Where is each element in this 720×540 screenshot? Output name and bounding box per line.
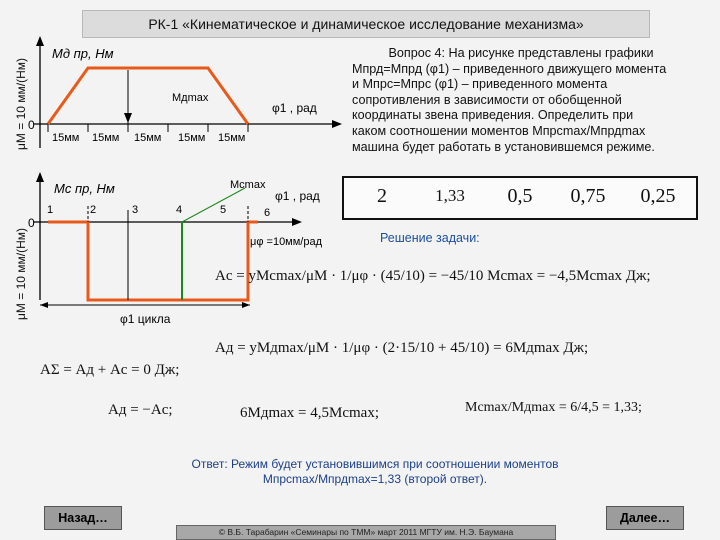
next-button[interactable]: Далее…	[606, 506, 684, 530]
question-line-1: Вопрос 4: На рисунке представлены графики	[388, 46, 654, 60]
top-y-label: Mд пр, Нм	[52, 46, 114, 61]
formula-sum: AΣ = Aд + Aс = 0 Дж;	[40, 362, 180, 378]
page-title: РК-1 «Кинематическое и динамическое исследование механизма»	[82, 10, 650, 38]
question-text	[352, 46, 690, 155]
bottom-x-label: φ1 , рад	[275, 189, 320, 203]
bottom-origin: 0	[28, 216, 35, 230]
seg-label-2: 15мм	[92, 132, 120, 144]
formula-ratio: Mсmax/Mдmax = 6/4,5 = 1,33;	[465, 400, 642, 415]
top-y-arrow	[36, 36, 44, 46]
point-4: 4	[176, 204, 183, 216]
question-line-5: координаты звена приведения. Определить при	[352, 108, 634, 123]
top-dimension-ticks	[48, 124, 248, 132]
bottom-y-label: Mс пр, Нм	[54, 181, 115, 196]
seg-label-1: 15мм	[52, 132, 80, 144]
top-origin: 0	[28, 118, 35, 132]
bottom-leader-line	[182, 188, 245, 222]
scale-label-top: μM = 10 мм/(Нм)	[14, 57, 28, 150]
bottom-curve-label: Mсmax	[230, 179, 266, 191]
top-curve-label: Mдmax	[172, 92, 209, 104]
point-1: 1	[47, 204, 54, 216]
top-curve	[48, 68, 248, 124]
formula-ad: Aд = yMдmax/μM · 1/μφ · (2·15/10 + 45/10) = 6Mдmax Дж;	[215, 340, 589, 356]
formula-eq: Aд = −Aс;	[108, 402, 173, 418]
option-3[interactable]: 0,5	[507, 185, 533, 207]
point-6: 6	[264, 207, 271, 219]
seg-label-4: 15мм	[178, 132, 206, 144]
point-2: 2	[90, 204, 97, 216]
point-3: 3	[132, 204, 139, 216]
solution-title: Решение задачи:	[380, 231, 480, 245]
answer-text	[130, 457, 620, 487]
formula-ac: Aс = yMсmax/μM · 1/μφ · (45/10) = −45/10 Mсmax = −4,5Mсmax Дж;	[215, 268, 651, 284]
question-line-2: Mпрд=Mпрд (φ1) – приведенного движущего момента	[352, 61, 667, 76]
scale-label-bottom: μM = 10 мм/(Нм)	[14, 227, 28, 320]
question-line-3: и Mпрс=Mпрс (φ1) – приведенного момента	[352, 77, 608, 92]
question-line-7: машина будет работать в установившемся режиме.	[352, 139, 655, 154]
option-1[interactable]: 2	[377, 185, 387, 207]
seg-label-3: 15мм	[134, 132, 162, 144]
cycle-label: φ1 цикла	[120, 312, 171, 326]
top-x-label: φ1 , рад	[272, 101, 317, 115]
answer-line-2: Mпрсmax/Mпрдmax=1,33 (второй ответ).	[262, 472, 488, 486]
phi-scale-label: μφ =10мм/рад	[250, 236, 323, 248]
footer-credit: © В.Б. Тарабарин «Семинары по ТММ» март 2011 МГТУ им. Н.Э. Баумана	[176, 525, 556, 540]
option-2[interactable]: 1,33	[435, 186, 465, 205]
answer-line-1: Ответ: Режим будет установившимся при соотношении моментов	[191, 457, 559, 471]
option-5[interactable]: 0,25	[640, 185, 676, 207]
option-4[interactable]: 0,75	[570, 185, 606, 207]
bottom-curve	[48, 222, 258, 300]
question-line-6: каком соотношении моментов Mпрсmax/Mпрдmax	[352, 123, 646, 138]
back-button[interactable]: Назад…	[44, 506, 122, 530]
question-line-4: сопротивления в зависимости от обобщенной	[352, 92, 622, 107]
formula-mid: 6Mдmax = 4,5Mсmax;	[240, 405, 379, 421]
point-5: 5	[220, 204, 227, 216]
seg-label-5: 15мм	[218, 132, 246, 144]
top-x-arrow	[332, 120, 342, 128]
